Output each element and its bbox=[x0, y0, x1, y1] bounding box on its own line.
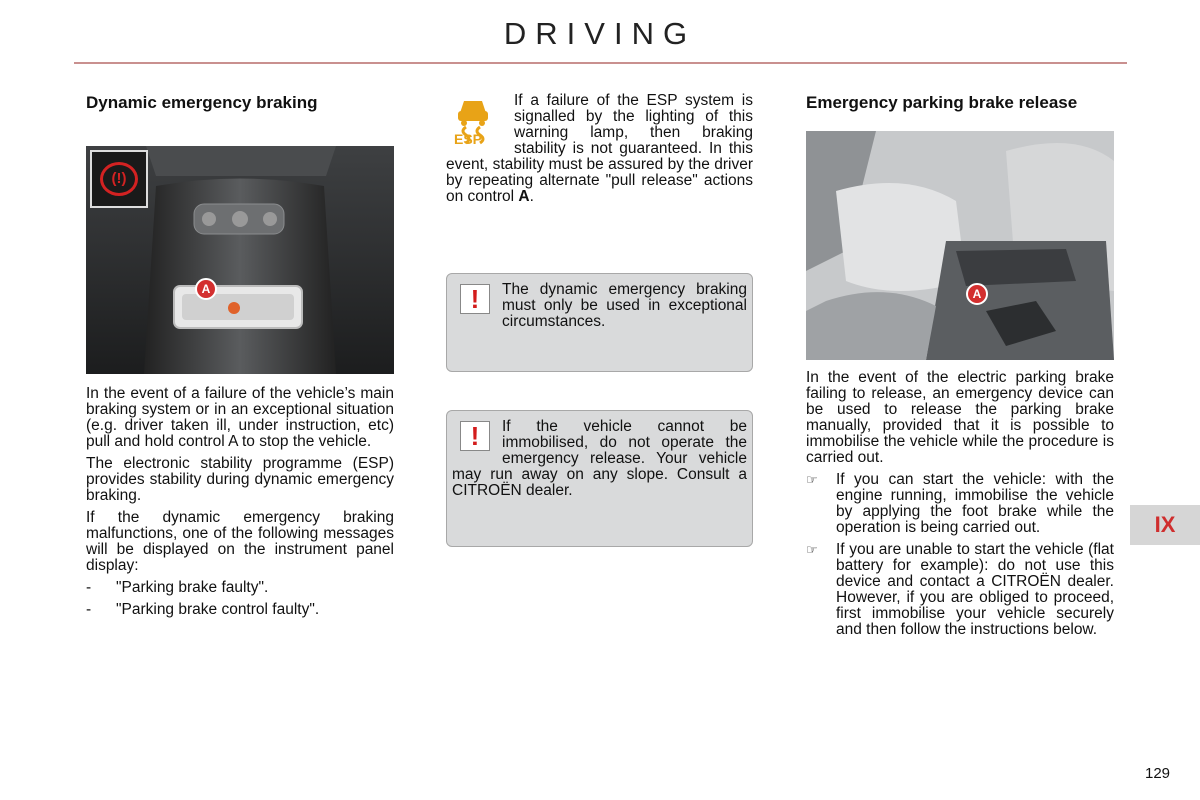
warning-text: If the vehicle cannot be immobilised, do not operate the emergency release. Your vehicle may run away on any slope. Consult a CITROËN dealer. bbox=[452, 418, 747, 499]
list-item: ☞ If you can start the vehicle: with the engine running, immobilise the vehicle by applying the foot brake while the operation is being carried out. bbox=[806, 471, 1114, 536]
left-body bbox=[86, 386, 394, 618]
section-heading-parking-release: Emergency parking brake release bbox=[806, 93, 1078, 112]
esp-warning-section: ESP If a failure of the ESP system is signalled by the lighting of this warning lamp, then braking stability is not guaranteed. In this event, stability must be assured by the driver by repeating alternate "pull release" actions on control A. bbox=[446, 92, 753, 205]
right-body bbox=[806, 370, 1114, 638]
paragraph-malfunction: If the dynamic emergency braking malfunctions, one of the following messages will be displayed on the instrument panel display: bbox=[86, 509, 394, 574]
list-item: ☞ If you are unable to start the vehicle (flat battery for example): do not use this device and contact a CITROËN dealer. However, if you are obliged to proceed, first immobilise your vehicle securely and then follow the instructions below. bbox=[806, 541, 1114, 638]
esp-warning-lamp-icon bbox=[446, 93, 506, 153]
cabin-illustration bbox=[806, 131, 1114, 360]
exclamation-icon: ! bbox=[460, 284, 490, 314]
esp-label: ESP bbox=[454, 131, 483, 147]
parking-brake-warning-icon bbox=[90, 150, 148, 208]
exclamation-icon: ! bbox=[460, 421, 490, 451]
paragraph-esp: The electronic stability programme (ESP) provides stability during dynamic emergency braking. bbox=[86, 455, 394, 504]
control-a-label: A bbox=[195, 278, 217, 300]
paragraph-release: In the event of the electric parking brake failing to release, an emergency device can be used to release the parking brake manually, provided that it is possible to immobilise the vehicle while the procedure is carried out. bbox=[806, 369, 1114, 466]
list-item: - "Parking brake control faulty". bbox=[86, 601, 320, 618]
paragraph-failure: In the event of a failure of the vehicle’s main braking system or in an exceptional situation (e.g. driver taken ill, under instruction, etc) pull and hold control A to stop the vehicle. bbox=[86, 385, 394, 450]
control-a-label: A bbox=[966, 283, 988, 305]
pointing-hand-icon: ☞ bbox=[806, 542, 818, 557]
section-heading-dynamic-braking: Dynamic emergency braking bbox=[86, 93, 318, 112]
chapter-tab: IX bbox=[1130, 505, 1200, 545]
pointing-hand-icon: ☞ bbox=[806, 472, 818, 487]
list-item: - "Parking brake faulty". bbox=[86, 579, 269, 596]
warning-box-immobilise bbox=[446, 410, 753, 547]
header-divider bbox=[74, 62, 1127, 64]
cabin-photo bbox=[806, 131, 1114, 360]
page-title: DRIVING bbox=[503, 16, 697, 51]
center-console-photo bbox=[86, 146, 394, 374]
page-number: 129 bbox=[1145, 765, 1171, 782]
warning-circle-icon: (!) bbox=[100, 162, 138, 196]
warning-text: The dynamic emergency braking must only be used in exceptional circumstances. bbox=[502, 281, 747, 330]
warning-box-exceptional-use bbox=[446, 273, 753, 372]
